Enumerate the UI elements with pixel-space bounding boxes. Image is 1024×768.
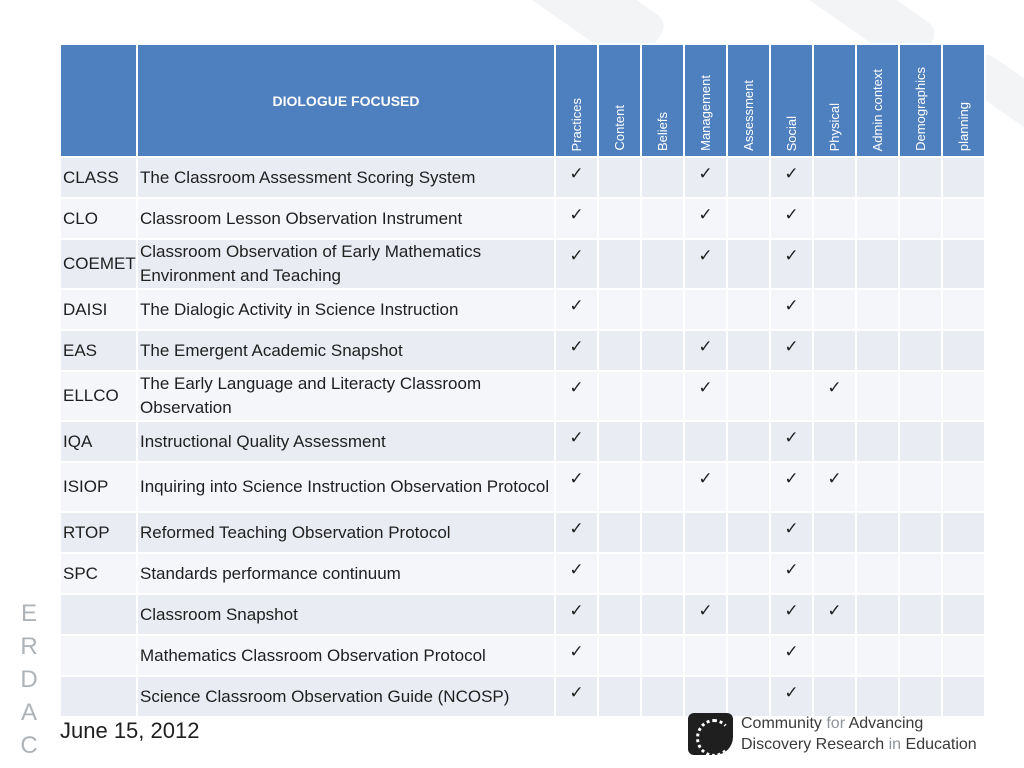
check-cell xyxy=(770,421,813,462)
check-cell xyxy=(684,594,727,635)
check-cell xyxy=(813,676,856,717)
column-header-label: Beliefs xyxy=(655,111,670,151)
table-row xyxy=(60,289,985,330)
check-cell xyxy=(856,198,899,239)
check-cell xyxy=(684,512,727,553)
checkmark-icon: ✓ xyxy=(784,164,799,183)
check-cell xyxy=(727,239,770,289)
check-cell xyxy=(598,289,641,330)
check-cell xyxy=(856,462,899,512)
checkmark-icon: ✓ xyxy=(827,378,842,397)
check-cell xyxy=(770,676,813,717)
check-cell xyxy=(899,239,942,289)
column-header-label: Practices xyxy=(569,97,584,151)
instrument-name: Inquiring into Science Instruction Observation Protocol xyxy=(137,462,555,512)
check-cell xyxy=(770,512,813,553)
check-cell xyxy=(684,676,727,717)
check-cell xyxy=(641,371,684,421)
checkmark-icon: ✓ xyxy=(569,601,584,620)
checkmark-icon: ✓ xyxy=(784,246,799,265)
check-cell xyxy=(641,462,684,512)
check-cell xyxy=(770,594,813,635)
checkmark-icon: ✓ xyxy=(569,428,584,447)
wordmark-letter: R xyxy=(20,633,40,660)
checkmark-icon: ✓ xyxy=(784,296,799,315)
check-cell xyxy=(555,371,598,421)
checkmark-icon: ✓ xyxy=(569,164,584,183)
check-cell xyxy=(942,676,985,717)
check-cell xyxy=(555,635,598,676)
instrument-abbreviation xyxy=(60,676,137,717)
instrument-abbreviation xyxy=(60,594,137,635)
check-cell xyxy=(770,239,813,289)
logo-word: Advancing xyxy=(848,715,924,732)
check-cell xyxy=(899,157,942,198)
check-cell xyxy=(727,676,770,717)
check-cell xyxy=(856,421,899,462)
check-cell xyxy=(856,512,899,553)
check-cell xyxy=(727,371,770,421)
column-header-label: Social xyxy=(784,115,799,151)
checkmark-icon: ✓ xyxy=(784,205,799,224)
check-cell xyxy=(684,421,727,462)
checkmark-icon: ✓ xyxy=(569,560,584,579)
check-cell xyxy=(770,635,813,676)
instrument-name: Classroom Observation of Early Mathematics Environment and Teaching xyxy=(137,239,555,289)
check-cell xyxy=(727,198,770,239)
checkmark-icon: ✓ xyxy=(698,601,713,620)
check-cell xyxy=(598,371,641,421)
check-cell xyxy=(942,635,985,676)
column-header xyxy=(942,44,985,157)
check-cell xyxy=(684,635,727,676)
check-cell xyxy=(555,157,598,198)
check-cell xyxy=(813,553,856,594)
instrument-abbreviation: IQA xyxy=(60,421,137,462)
check-cell xyxy=(942,289,985,330)
check-cell xyxy=(598,239,641,289)
column-header-label: Physical xyxy=(827,102,842,151)
check-cell xyxy=(555,198,598,239)
table-row xyxy=(60,421,985,462)
check-cell xyxy=(813,421,856,462)
check-cell xyxy=(813,330,856,371)
check-cell xyxy=(727,289,770,330)
checkmark-icon: ✓ xyxy=(698,246,713,265)
check-cell xyxy=(555,462,598,512)
check-cell xyxy=(727,553,770,594)
table-row xyxy=(60,635,985,676)
cadre-vertical-wordmark xyxy=(10,600,50,760)
check-cell xyxy=(813,239,856,289)
check-cell xyxy=(598,676,641,717)
check-cell xyxy=(555,421,598,462)
checkmark-icon: ✓ xyxy=(698,378,713,397)
check-cell xyxy=(684,553,727,594)
check-cell xyxy=(641,512,684,553)
check-cell xyxy=(856,635,899,676)
check-cell xyxy=(641,421,684,462)
column-header-label: Demographics xyxy=(913,67,928,151)
check-cell xyxy=(641,676,684,717)
check-cell xyxy=(598,512,641,553)
check-cell xyxy=(813,371,856,421)
checkmark-icon: ✓ xyxy=(784,560,799,579)
check-cell xyxy=(598,594,641,635)
logo-word: in xyxy=(888,736,902,753)
wordmark-letter: C xyxy=(20,732,40,759)
checkmark-icon: ✓ xyxy=(569,469,584,488)
cadre-logo xyxy=(688,712,977,756)
logo-text xyxy=(741,713,977,755)
check-cell xyxy=(813,157,856,198)
check-cell xyxy=(813,462,856,512)
check-cell xyxy=(899,635,942,676)
table-row xyxy=(60,330,985,371)
check-cell xyxy=(727,330,770,371)
check-cell xyxy=(598,553,641,594)
check-cell xyxy=(899,462,942,512)
logo-word: Community xyxy=(741,715,822,732)
wordmark-letter: A xyxy=(20,699,39,726)
checkmark-icon: ✓ xyxy=(698,469,713,488)
column-header-label: Management xyxy=(698,75,713,151)
check-cell xyxy=(641,239,684,289)
checkmark-icon: ✓ xyxy=(698,164,713,183)
check-cell xyxy=(641,553,684,594)
check-cell xyxy=(598,421,641,462)
check-cell xyxy=(641,635,684,676)
header-corner-cell xyxy=(60,44,137,157)
check-cell xyxy=(899,371,942,421)
check-cell xyxy=(899,594,942,635)
check-cell xyxy=(942,512,985,553)
check-cell xyxy=(942,371,985,421)
check-cell xyxy=(555,239,598,289)
check-cell xyxy=(598,198,641,239)
instrument-name: The Emergent Academic Snapshot xyxy=(137,330,555,371)
column-header xyxy=(813,44,856,157)
instrument-name: Reformed Teaching Observation Protocol xyxy=(137,512,555,553)
checkmark-icon: ✓ xyxy=(784,469,799,488)
table-row xyxy=(60,553,985,594)
check-cell xyxy=(899,198,942,239)
instrument-abbreviation: RTOP xyxy=(60,512,137,553)
table-row xyxy=(60,676,985,717)
check-cell xyxy=(555,289,598,330)
check-cell xyxy=(770,462,813,512)
check-cell xyxy=(899,289,942,330)
instrument-name: Science Classroom Observation Guide (NCOSP) xyxy=(137,676,555,717)
check-cell xyxy=(598,635,641,676)
checkmark-icon: ✓ xyxy=(569,205,584,224)
check-cell xyxy=(856,371,899,421)
instrument-abbreviation xyxy=(60,635,137,676)
check-cell xyxy=(856,289,899,330)
check-cell xyxy=(727,157,770,198)
check-cell xyxy=(813,635,856,676)
checkmark-icon: ✓ xyxy=(698,205,713,224)
instrument-name: Classroom Snapshot xyxy=(137,594,555,635)
check-cell xyxy=(555,512,598,553)
check-cell xyxy=(770,330,813,371)
table-row xyxy=(60,594,985,635)
column-header xyxy=(641,44,684,157)
check-cell xyxy=(942,421,985,462)
column-header xyxy=(727,44,770,157)
check-cell xyxy=(641,157,684,198)
check-cell xyxy=(942,239,985,289)
check-cell xyxy=(555,594,598,635)
check-cell xyxy=(942,594,985,635)
column-header-label: Admin context xyxy=(870,68,885,151)
check-cell xyxy=(856,239,899,289)
column-header-label: Content xyxy=(612,105,627,151)
check-cell xyxy=(727,462,770,512)
checkmark-icon: ✓ xyxy=(569,683,584,702)
instrument-comparison-table xyxy=(59,43,986,718)
table-row xyxy=(60,198,985,239)
checkmark-icon: ✓ xyxy=(827,601,842,620)
checkmark-icon: ✓ xyxy=(569,246,584,265)
instrument-abbreviation: COEMET xyxy=(60,239,137,289)
check-cell xyxy=(727,635,770,676)
check-cell xyxy=(684,157,727,198)
check-cell xyxy=(770,157,813,198)
instrument-abbreviation: EAS xyxy=(60,330,137,371)
table-row xyxy=(60,371,985,421)
check-cell xyxy=(899,676,942,717)
checkmark-icon: ✓ xyxy=(784,337,799,356)
header-row xyxy=(60,44,985,157)
check-cell xyxy=(942,157,985,198)
instrument-abbreviation: ISIOP xyxy=(60,462,137,512)
check-cell xyxy=(770,289,813,330)
logo-word: Discovery Research xyxy=(741,736,885,753)
instrument-name: Classroom Lesson Observation Instrument xyxy=(137,198,555,239)
checkmark-icon: ✓ xyxy=(784,642,799,661)
column-header-label: Assessment xyxy=(741,80,756,151)
check-cell xyxy=(684,289,727,330)
check-cell xyxy=(942,330,985,371)
instrument-name: Standards performance continuum xyxy=(137,553,555,594)
column-header xyxy=(684,44,727,157)
instrument-abbreviation: CLO xyxy=(60,198,137,239)
instrument-name: The Dialogic Activity in Science Instruction xyxy=(137,289,555,330)
column-header xyxy=(899,44,942,157)
check-cell xyxy=(684,462,727,512)
instrument-name: The Early Language and Literacty Classroom Observation xyxy=(137,371,555,421)
checkmark-icon: ✓ xyxy=(569,296,584,315)
column-header xyxy=(598,44,641,157)
check-cell xyxy=(684,330,727,371)
check-cell xyxy=(770,553,813,594)
check-cell xyxy=(598,462,641,512)
check-cell xyxy=(770,198,813,239)
checkmark-icon: ✓ xyxy=(784,683,799,702)
checkmark-icon: ✓ xyxy=(827,469,842,488)
check-cell xyxy=(899,512,942,553)
check-cell xyxy=(598,157,641,198)
check-cell xyxy=(942,462,985,512)
table-row xyxy=(60,239,985,289)
check-cell xyxy=(942,198,985,239)
check-cell xyxy=(555,330,598,371)
check-cell xyxy=(856,594,899,635)
checkmark-icon: ✓ xyxy=(698,337,713,356)
instrument-name: The Classroom Assessment Scoring System xyxy=(137,157,555,198)
check-cell xyxy=(555,676,598,717)
check-cell xyxy=(641,330,684,371)
check-cell xyxy=(813,198,856,239)
check-cell xyxy=(684,198,727,239)
instrument-abbreviation: SPC xyxy=(60,553,137,594)
check-cell xyxy=(684,371,727,421)
check-cell xyxy=(813,512,856,553)
check-cell xyxy=(641,198,684,239)
wordmark-letter: E xyxy=(20,600,39,627)
wordmark-letter: D xyxy=(20,666,40,693)
check-cell xyxy=(555,553,598,594)
check-cell xyxy=(899,330,942,371)
instrument-abbreviation: ELLCO xyxy=(60,371,137,421)
check-cell xyxy=(856,553,899,594)
column-header xyxy=(555,44,598,157)
checkmark-icon: ✓ xyxy=(784,601,799,620)
check-cell xyxy=(813,289,856,330)
table-row xyxy=(60,157,985,198)
check-cell xyxy=(942,553,985,594)
checkmark-icon: ✓ xyxy=(569,378,584,397)
check-cell xyxy=(813,594,856,635)
table-row xyxy=(60,512,985,553)
check-cell xyxy=(727,512,770,553)
instrument-abbreviation: DAISI xyxy=(60,289,137,330)
instrument-abbreviation: CLASS xyxy=(60,157,137,198)
column-header xyxy=(770,44,813,157)
checkmark-icon: ✓ xyxy=(569,519,584,538)
cadre-logo-icon xyxy=(688,713,733,755)
checkmark-icon: ✓ xyxy=(784,519,799,538)
check-cell xyxy=(598,330,641,371)
check-cell xyxy=(856,676,899,717)
check-cell xyxy=(641,289,684,330)
instrument-name: Mathematics Classroom Observation Protocol xyxy=(137,635,555,676)
checkmark-icon: ✓ xyxy=(784,428,799,447)
check-cell xyxy=(856,330,899,371)
check-cell xyxy=(684,239,727,289)
check-cell xyxy=(856,157,899,198)
checkmark-icon: ✓ xyxy=(569,337,584,356)
check-cell xyxy=(899,553,942,594)
instrument-name: Instructional Quality Assessment xyxy=(137,421,555,462)
check-cell xyxy=(727,421,770,462)
table-title: DIOLOGUE FOCUSED xyxy=(137,44,555,157)
check-cell xyxy=(727,594,770,635)
check-cell xyxy=(770,371,813,421)
column-header xyxy=(856,44,899,157)
checkmark-icon: ✓ xyxy=(569,642,584,661)
logo-word: Education xyxy=(905,736,977,753)
table-row xyxy=(60,462,985,512)
check-cell xyxy=(641,594,684,635)
logo-word: for xyxy=(826,715,846,732)
date-label: June 15, 2012 xyxy=(60,718,200,743)
check-cell xyxy=(899,421,942,462)
column-header-label: planning xyxy=(956,101,971,151)
